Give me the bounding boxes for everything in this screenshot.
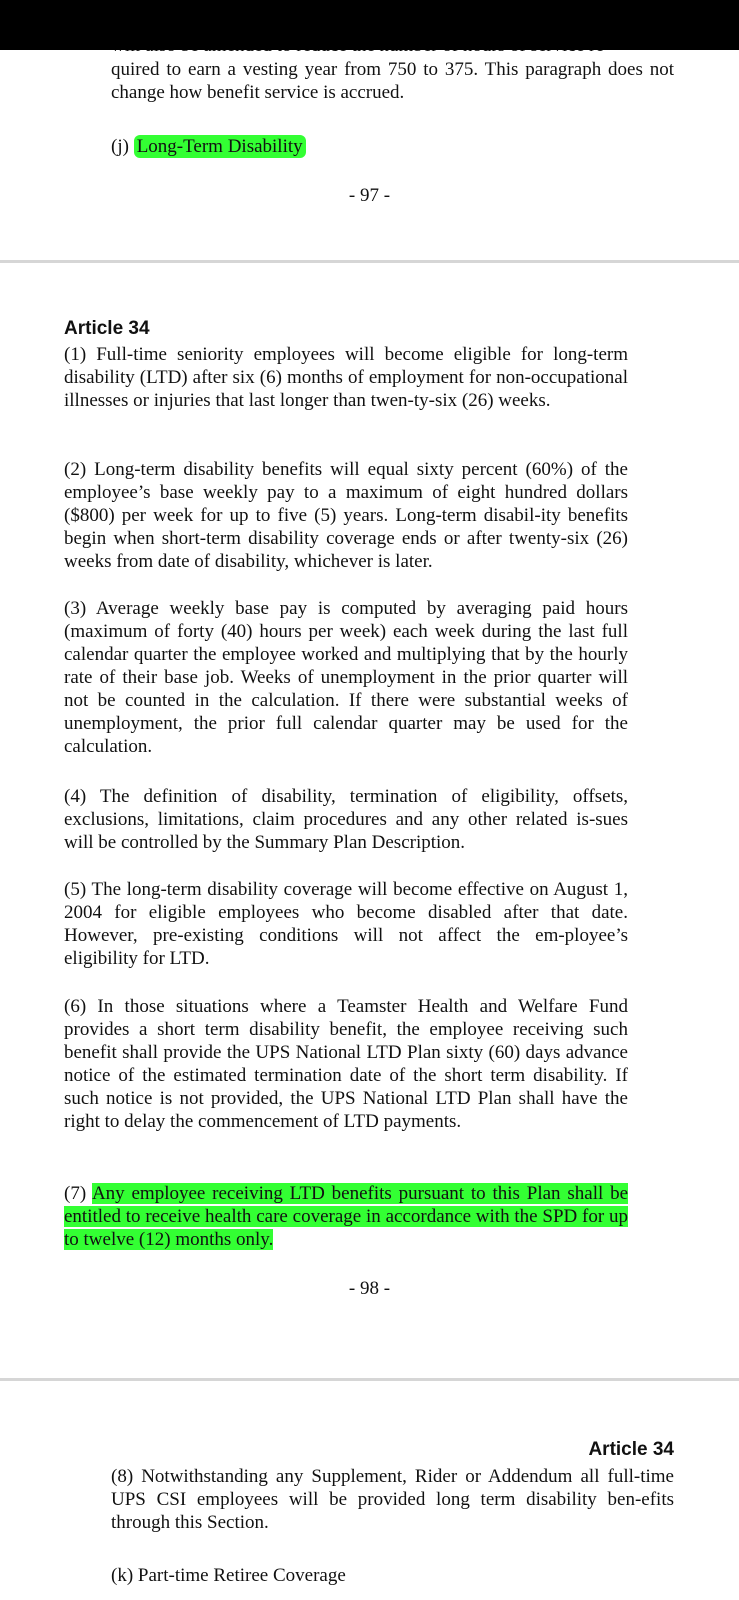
paragraph-3: (3) Average weekly base pay is computed by averaging paid hours (maximum of forty (40) hours per week) each week during the last full calendar quarter the employee worked and multiplying that by the hourly rate of their base job. Weeks of unemployment in the prior quarter will not be counted in the calculation. If there were substantial weeks of unemployment, the prior full calendar quarter may be used for the calculation. <box>64 598 628 757</box>
paragraph-4: (4) The definition of disability, termination of eligibility, offsets, exclusions, limitations, claim procedures and any other related is-sues will be controlled by the Summary Plan Description. <box>64 786 628 853</box>
paragraph-2: (2) Long-term disability benefits will equal sixty percent (60%) of the employee’s base weekly pay to a maximum of eight hundred dollars ($800) per week for up to five (5) years. Long-term disabil-ity benefits begin when short-term disability coverage ends or after twenty-six (26) weeks from date of disability, whichever is later. <box>64 459 628 572</box>
paragraph-tail: quired to earn a vesting year from 750 to 375. This paragraph does not change how benefit service is accrued. <box>111 59 674 103</box>
page-divider-1 <box>0 260 739 263</box>
article-title-right: Article 34 <box>588 1439 674 1460</box>
page-divider-2 <box>0 1378 739 1381</box>
item-j <box>111 135 306 158</box>
paragraph-7-highlight: Any employee receiving LTD benefits pursuant to this Plan shall be entitled to receive health care coverage in accordance with the SPD for up to twelve (12) months only. <box>64 1183 629 1250</box>
paragraph-7-label: (7) <box>64 1183 87 1204</box>
paragraph-1: (1) Full-time seniority employees will become eligible for long-term disability (LTD) after six (6) months of employment for non-occupational illnesses or injuries that last longer than twen-ty-six (26) weeks. <box>64 344 628 411</box>
paragraph-5: (5) The long-term disability coverage will become effective on August 1, 2004 for eligible employees who become disabled after that date. However, pre-existing conditions will not affect the em-ployee’s eligibility for LTD. <box>64 879 628 969</box>
top-black-bar <box>0 0 739 50</box>
page-number-97: - 97 - <box>348 185 391 206</box>
page-number-98: - 98 - <box>348 1278 391 1299</box>
item-k: (k) Part-time Retiree Coverage <box>111 1565 346 1586</box>
item-j-title-highlight: Long-Term Disability <box>134 135 306 158</box>
item-j-label: (j) <box>111 136 129 157</box>
paragraph-7 <box>64 1182 628 1251</box>
paragraph-6: (6) In those situations where a Teamster Health and Welfare Fund provides a short term disability benefit, the employee receiving such benefit shall provide the UPS National LTD Plan sixty (60) days advance notice of the estimated termination date of the short term disability. If such notice is not provided, the UPS National LTD Plan shall have the right to delay the commencement of LTD payments. <box>64 996 628 1132</box>
article-title: Article 34 <box>64 318 150 339</box>
paragraph-8: (8) Notwithstanding any Supplement, Rider or Addendum all full-time UPS CSI employees will be provided long term disability ben-efits through this Section. <box>111 1466 674 1533</box>
